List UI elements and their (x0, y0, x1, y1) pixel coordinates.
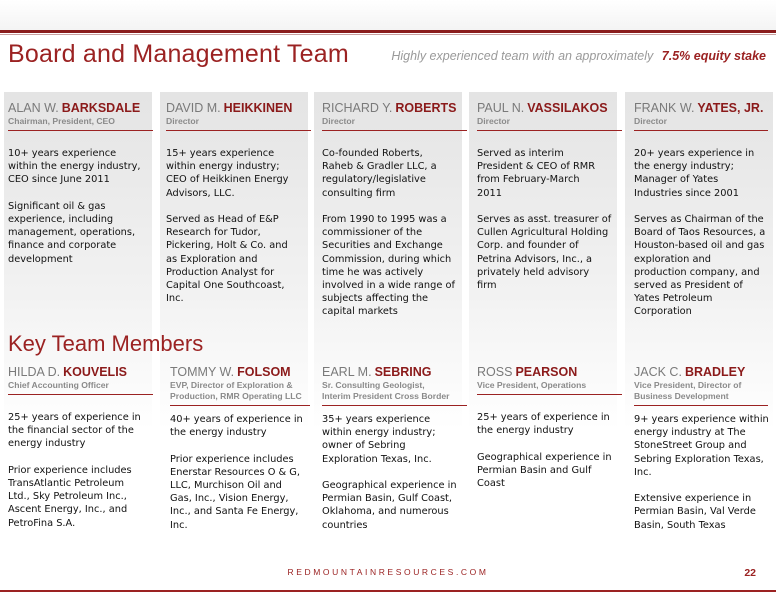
person-name: TOMMY W. FOLSOM (170, 365, 291, 379)
person-role: Director (477, 116, 510, 126)
board-member-yates (634, 101, 774, 319)
name-underline (166, 130, 311, 131)
person-name: DAVID M. HEIKKINEN (166, 101, 293, 115)
board-member-heikkinen (166, 101, 316, 305)
person-name: ROSS PEARSON (477, 365, 578, 379)
person-bio: 15+ years experience within energy industry; CEO of Heikkinen Energy Advisors, LLC. Served as Head of E&P Research for Tudor, Pickering, Holt & Co. and as Exploration and Production Analyst for Capital One Southcoast, Inc. (166, 148, 289, 305)
person-role: Director (322, 116, 355, 126)
person-role: Chief Accounting Officer (8, 380, 109, 390)
person-bio: 9+ years experience within energy industry at The StoneStreet Group and Sebring Exploration Texas, Inc. Extensive experience in Permian Basin, Val Verde Basin, South Texas (634, 414, 769, 531)
page-title: Board and Management Team (8, 40, 349, 68)
name-underline (322, 130, 467, 131)
person-bio: Co-founded Roberts, Raheb & Gradler LLC, a regulatory/legislative consulting firm From 1990 to 1995 was a commissioner of the Securities and Exchange Commission, during which time he was actively involved in a wide range of subjects affecting the capital markets (322, 148, 455, 318)
top-banner (0, 0, 776, 30)
person-name: FRANK W. YATES, JR. (634, 101, 764, 115)
person-role: EVP, Director of Exploration & Production, RMR Operating LLC (170, 380, 302, 401)
person-role: Chairman, President, CEO (8, 116, 115, 126)
header-divider (0, 30, 776, 33)
person-role: Sr. Consulting Geologist, Interim President Cross Border (322, 380, 450, 401)
person-name: EARL M. SEBRING (322, 365, 432, 379)
name-underline (477, 394, 622, 395)
person-role: Director (166, 116, 199, 126)
team-member-bradley (634, 365, 774, 532)
person-bio: 40+ years of experience in the energy industry Prior experience includes Enerstar Resources O & G, LLC, Murchison Oil and Gas, Inc., Vision Energy, Inc., and Santa Fe Energy, Inc. (170, 414, 303, 531)
name-underline (8, 394, 153, 395)
person-name: HILDA D. KOUVELIS (8, 365, 128, 379)
team-member-folsom (170, 365, 320, 532)
person-role: Director (634, 116, 667, 126)
footer-divider (0, 590, 776, 592)
name-underline (477, 130, 622, 131)
header-divider-thin (0, 34, 776, 35)
team-member-sebring (322, 365, 472, 532)
person-bio: Served as interim President & CEO of RMR from February-March 2011 Serves as asst. treasurer of Cullen Agricultural Holding Corp. and founder of Petrina Advisors, Inc., a privately held advisory firm (477, 148, 612, 292)
person-role: Vice President, Operations (477, 380, 587, 390)
person-name: PAUL N. VASSILAKOS (477, 101, 608, 115)
person-bio: 10+ years experience within the energy industry, CEO since June 2011 Significant oil & gas experience, including management, operations, finance and corporate development (8, 148, 141, 265)
person-bio: 25+ years of experience in the financial sector of the energy industry Prior experience includes TransAtlantic Petroleum Ltd., Sky Petroleum Inc., Ascent Energy, Inc., and PetroFina S.A. (8, 412, 141, 529)
name-underline (170, 405, 310, 406)
board-member-vassilakos (477, 101, 627, 292)
tagline-text: Highly experienced team with an approximately (391, 49, 654, 63)
board-member-roberts (322, 101, 472, 319)
name-underline (634, 130, 768, 131)
person-name: JACK C. BRADLEY (634, 365, 746, 379)
person-name: ALAN W. BARKSDALE (8, 101, 141, 115)
name-underline (8, 130, 153, 131)
team-member-kouvelis (8, 365, 158, 530)
tagline-highlight: 7.5% equity stake (661, 49, 766, 63)
person-name: RICHARD Y. ROBERTS (322, 101, 457, 115)
footer-website: REDMOUNTAINRESOURCES.COM (287, 567, 489, 577)
key-team-title: Key Team Members (8, 331, 204, 356)
page-tagline (391, 49, 766, 63)
person-bio: 35+ years experience within energy industry; owner of Sebring Exploration Texas, Inc. Geographical experience in Permian Basin, Gulf Coast, Oklahoma, and numerous countries (322, 414, 457, 531)
board-member-barksdale (8, 101, 158, 266)
person-role: Vice President, Director of Business Development (634, 380, 742, 401)
person-bio: 25+ years of experience in the energy industry Geographical experience in Permian Basin and Gulf Coast (477, 412, 612, 490)
team-member-pearson (477, 365, 627, 490)
page-number: 22 (744, 567, 756, 579)
name-underline (322, 405, 467, 406)
name-underline (634, 405, 768, 406)
person-bio: 20+ years experience in the energy industry; Manager of Yates Industries since 2001 Serves as Chairman of the Board of Taos Resources, a Houston-based oil and gas exploration and production company, and served as President of Yates Petroleum Corporation (634, 148, 766, 318)
